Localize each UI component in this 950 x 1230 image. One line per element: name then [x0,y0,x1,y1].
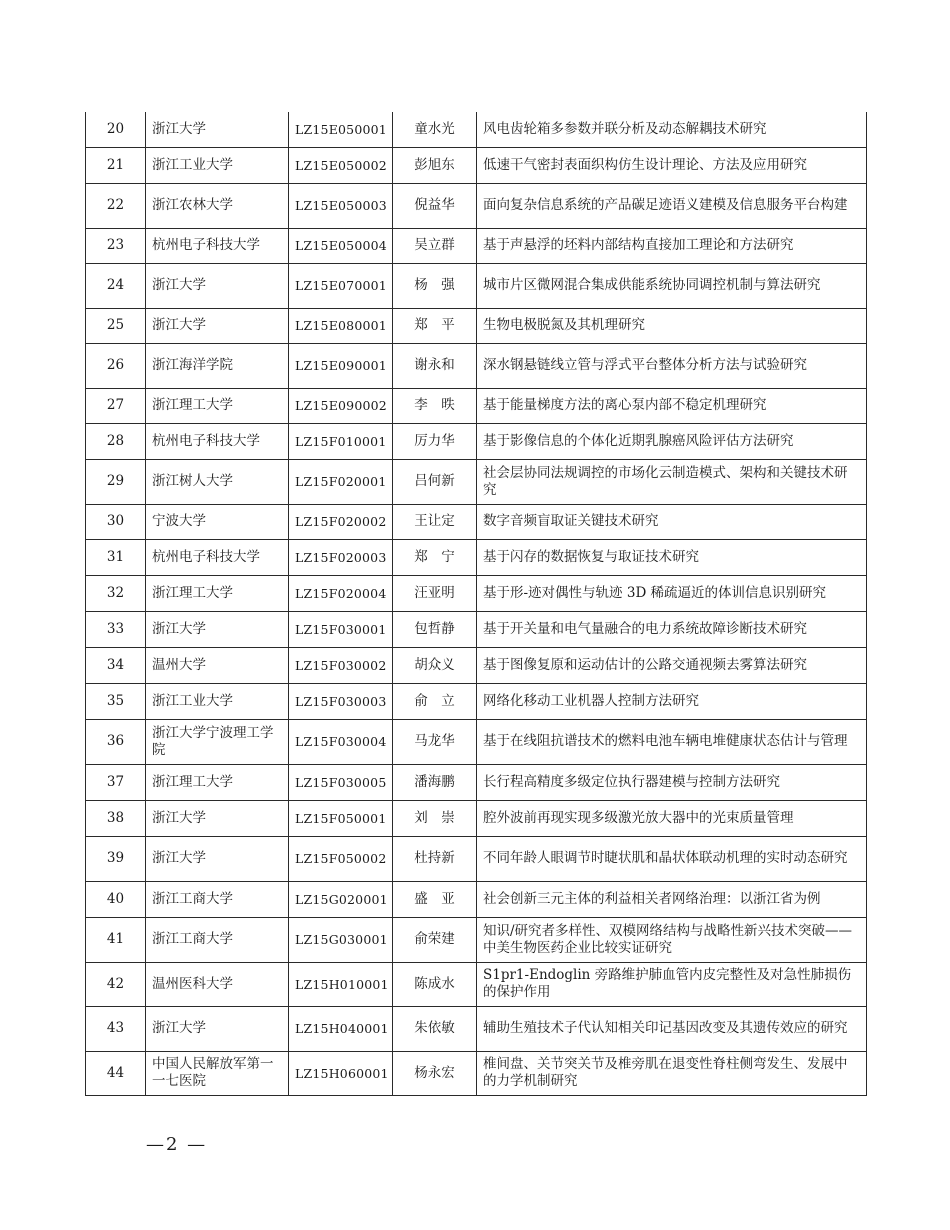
project-title-cell: 深水钢悬链线立管与浮式平台整体分析方法与试验研究 [477,343,867,388]
row-number: 39 [86,836,146,881]
principal-investigator-cell: 王让定 [393,504,477,539]
project-title-cell: 城市片区微网混合集成供能系统协同调控机制与算法研究 [477,263,867,308]
institution-cell: 宁波大学 [146,504,289,539]
table-row [86,683,867,719]
project-code-cell: LZ15H040001 [289,1006,393,1051]
principal-investigator-cell: 杨永宏 [393,1051,477,1095]
project-code-cell: LZ15E090002 [289,388,393,423]
table-row [86,575,867,611]
institution-cell: 浙江工商大学 [146,881,289,917]
table-row [86,539,867,575]
project-code-cell: LZ15E070001 [289,263,393,308]
institution-cell: 浙江工商大学 [146,917,289,962]
project-title-cell: 基于图像复原和运动估计的公路交通视频去雾算法研究 [477,647,867,683]
project-code-cell: LZ15F030005 [289,764,393,800]
principal-investigator-cell: 俞荣建 [393,917,477,962]
project-code-cell: LZ15G030001 [289,917,393,962]
principal-investigator-cell: 潘海鹏 [393,764,477,800]
row-number: 23 [86,228,146,263]
table-row [86,764,867,800]
table-row [86,388,867,423]
principal-investigator-cell: 马龙华 [393,719,477,764]
institution-cell: 浙江理工大学 [146,388,289,423]
project-title-cell: 社会层协同法规调控的市场化云制造模式、架构和关键技术研究 [477,459,867,504]
project-code-cell: LZ15F020004 [289,575,393,611]
row-number: 31 [86,539,146,575]
table-row [86,719,867,764]
table-row [86,611,867,647]
project-code-cell: LZ15E090001 [289,343,393,388]
institution-cell: 浙江大学 [146,1006,289,1051]
project-title-cell: 基于影像信息的个体化近期乳腺癌风险评估方法研究 [477,423,867,459]
institution-cell: 浙江树人大学 [146,459,289,504]
project-code-cell: LZ15F030001 [289,611,393,647]
principal-investigator-cell: 朱依敏 [393,1006,477,1051]
principal-investigator-cell: 杨 强 [393,263,477,308]
project-title-cell: 生物电极脱氮及其机理研究 [477,308,867,343]
table-body [86,112,867,1095]
row-number: 42 [86,962,146,1006]
institution-cell: 杭州电子科技大学 [146,228,289,263]
row-number: 41 [86,917,146,962]
row-number: 44 [86,1051,146,1095]
principal-investigator-cell: 汪亚明 [393,575,477,611]
project-code-cell: LZ15F030004 [289,719,393,764]
project-title-cell: 椎间盘、关节突关节及椎旁肌在退变性脊柱侧弯发生、发展中的力学机制研究 [477,1051,867,1095]
principal-investigator-cell: 俞 立 [393,683,477,719]
project-code-cell: LZ15G020001 [289,881,393,917]
project-code-cell: LZ15F010001 [289,423,393,459]
row-number: 43 [86,1006,146,1051]
project-title-cell: 风电齿轮箱多参数并联分析及动态解耦技术研究 [477,112,867,147]
institution-cell: 温州医科大学 [146,962,289,1006]
institution-cell: 浙江大学宁波理工学院 [146,719,289,764]
principal-investigator-cell: 胡众义 [393,647,477,683]
row-number: 35 [86,683,146,719]
principal-investigator-cell: 吴立群 [393,228,477,263]
project-code-cell: LZ15F020001 [289,459,393,504]
principal-investigator-cell: 郑 平 [393,308,477,343]
table-row [86,1006,867,1051]
project-title-cell: 社会创新三元主体的利益相关者网络治理：以浙江省为例 [477,881,867,917]
table-row [86,308,867,343]
project-title-cell: 长行程高精度多级定位执行器建模与控制方法研究 [477,764,867,800]
project-title-cell: 知识/研究者多样性、双模网络结构与战略性新兴技术突破——中美生物医药企业比较实证研究 [477,917,867,962]
row-number: 29 [86,459,146,504]
table-row [86,183,867,228]
project-title-cell: 辅助生殖技术子代认知相关印记基因改变及其遗传效应的研究 [477,1006,867,1051]
institution-cell: 浙江大学 [146,112,289,147]
row-number: 20 [86,112,146,147]
table-row [86,112,867,147]
project-title-cell: 基于闪存的数据恢复与取证技术研究 [477,539,867,575]
project-title-cell: 低速干气密封表面织构仿生设计理论、方法及应用研究 [477,147,867,183]
principal-investigator-cell: 倪益华 [393,183,477,228]
table-row [86,423,867,459]
project-title-cell: 不同年龄人眼调节时睫状肌和晶状体联动机理的实时动态研究 [477,836,867,881]
principal-investigator-cell: 童水光 [393,112,477,147]
table-row [86,1051,867,1095]
row-number: 37 [86,764,146,800]
project-title-cell: S1pr1-Endoglin 旁路维护肺血管内皮完整性及对急性肺损伤的保护作用 [477,962,867,1006]
row-number: 30 [86,504,146,539]
principal-investigator-cell: 吕何新 [393,459,477,504]
principal-investigator-cell: 郑 宁 [393,539,477,575]
project-title-cell: 基于开关量和电气量融合的电力系统故障诊断技术研究 [477,611,867,647]
institution-cell: 浙江工业大学 [146,147,289,183]
project-code-cell: LZ15H010001 [289,962,393,1006]
table-row [86,800,867,836]
row-number: 26 [86,343,146,388]
row-number: 21 [86,147,146,183]
table-row [86,459,867,504]
project-title-cell: 数字音频盲取证关键技术研究 [477,504,867,539]
row-number: 27 [86,388,146,423]
institution-cell: 浙江大学 [146,308,289,343]
project-title-cell: 网络化移动工业机器人控制方法研究 [477,683,867,719]
institution-cell: 杭州电子科技大学 [146,539,289,575]
institution-cell: 浙江大学 [146,263,289,308]
row-number: 36 [86,719,146,764]
institution-cell: 浙江大学 [146,611,289,647]
principal-investigator-cell: 杜持新 [393,836,477,881]
institution-cell: 浙江海洋学院 [146,343,289,388]
project-code-cell: LZ15E050003 [289,183,393,228]
principal-investigator-cell: 李 昳 [393,388,477,423]
table-row [86,881,867,917]
row-number: 34 [86,647,146,683]
page-number: —2 — [146,1134,208,1155]
institution-cell: 浙江工业大学 [146,683,289,719]
row-number: 32 [86,575,146,611]
project-code-cell: LZ15F030003 [289,683,393,719]
institution-cell: 浙江大学 [146,836,289,881]
row-number: 25 [86,308,146,343]
principal-investigator-cell: 刘 崇 [393,800,477,836]
project-title-cell: 基于能量梯度方法的离心泵内部不稳定机理研究 [477,388,867,423]
project-code-cell: LZ15F020003 [289,539,393,575]
project-title-cell: 基于声悬浮的坯料内部结构直接加工理论和方法研究 [477,228,867,263]
row-number: 22 [86,183,146,228]
institution-cell: 浙江农林大学 [146,183,289,228]
institution-cell: 中国人民解放军第一一七医院 [146,1051,289,1095]
table-row [86,263,867,308]
institution-cell: 浙江理工大学 [146,764,289,800]
table-row [86,228,867,263]
table-row [86,147,867,183]
row-number: 40 [86,881,146,917]
table-row [86,343,867,388]
principal-investigator-cell: 盛 亚 [393,881,477,917]
project-title-cell: 基于形-迹对偶性与轨迹 3D 稀疏逼近的体训信息识别研究 [477,575,867,611]
project-code-cell: LZ15E080001 [289,308,393,343]
row-number: 24 [86,263,146,308]
principal-investigator-cell: 彭旭东 [393,147,477,183]
project-code-cell: LZ15E050001 [289,112,393,147]
principal-investigator-cell: 包哲静 [393,611,477,647]
project-title-cell: 腔外波前再现实现多级激光放大器中的光束质量管理 [477,800,867,836]
project-code-cell: LZ15F050001 [289,800,393,836]
principal-investigator-cell: 陈成水 [393,962,477,1006]
project-code-cell: LZ15F030002 [289,647,393,683]
table-row [86,836,867,881]
project-code-cell: LZ15H060001 [289,1051,393,1095]
institution-cell: 温州大学 [146,647,289,683]
project-title-cell: 基于在线阻抗谱技术的燃料电池车辆电堆健康状态估计与管理 [477,719,867,764]
institution-cell: 浙江理工大学 [146,575,289,611]
row-number: 33 [86,611,146,647]
row-number: 38 [86,800,146,836]
project-code-cell: LZ15E050004 [289,228,393,263]
principal-investigator-cell: 谢永和 [393,343,477,388]
project-table [85,112,867,1096]
table-row [86,962,867,1006]
project-title-cell: 面向复杂信息系统的产品碳足迹语义建模及信息服务平台构建 [477,183,867,228]
row-number: 28 [86,423,146,459]
principal-investigator-cell: 厉力华 [393,423,477,459]
table-row [86,647,867,683]
institution-cell: 浙江大学 [146,800,289,836]
table-row [86,917,867,962]
project-code-cell: LZ15F050002 [289,836,393,881]
table-row [86,504,867,539]
institution-cell: 杭州电子科技大学 [146,423,289,459]
project-code-cell: LZ15F020002 [289,504,393,539]
project-code-cell: LZ15E050002 [289,147,393,183]
